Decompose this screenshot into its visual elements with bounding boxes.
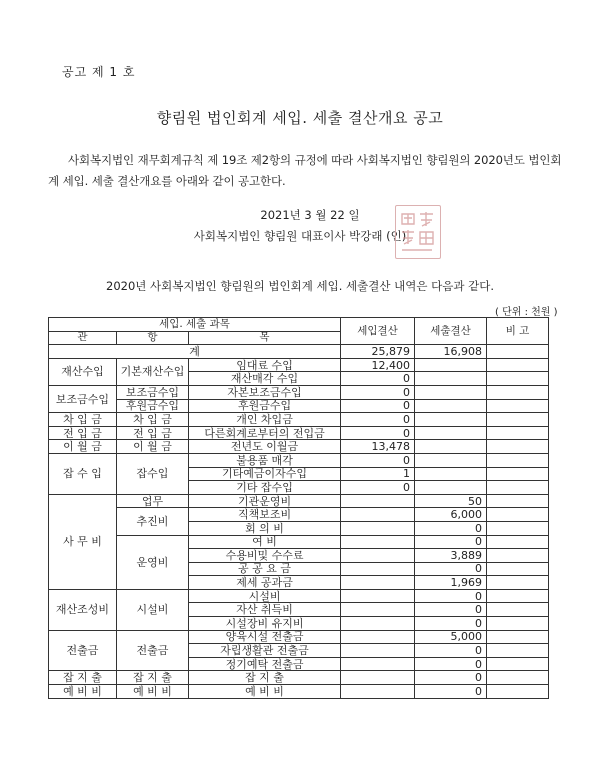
note-cell: [487, 617, 549, 631]
mok-cell: 수용비및 수수료: [189, 549, 341, 563]
expense-cell: 0: [415, 521, 487, 535]
table-row: [49, 671, 549, 685]
hang-cell: 전출금: [117, 630, 189, 671]
hang-cell: 추진비: [117, 508, 189, 535]
note-cell: [487, 630, 549, 644]
note-cell: [487, 589, 549, 603]
expense-cell: [415, 453, 487, 467]
table-row: [49, 494, 549, 508]
kwan-cell: 예 비 비: [49, 685, 117, 699]
mok-cell: 자산 취득비: [189, 603, 341, 617]
table-row: [49, 440, 549, 454]
expense-cell: 3,889: [415, 549, 487, 563]
mok-cell: 불용품 매각: [189, 453, 341, 467]
mok-cell: 정기예탁 전출금: [189, 657, 341, 671]
mok-cell: 임대료 수입: [189, 358, 341, 372]
kwan-cell: 보조금수입: [49, 385, 117, 412]
mok-cell: 시설비: [189, 589, 341, 603]
expense-cell: 0: [415, 603, 487, 617]
expense-cell: 0: [415, 685, 487, 699]
revenue-cell: [341, 644, 415, 658]
kwan-cell: 잡 지 출: [49, 671, 117, 685]
revenue-cell: [341, 685, 415, 699]
revenue-cell: 0: [341, 413, 415, 427]
header-expense: 세출결산: [415, 318, 487, 345]
mok-cell: 잡 지 출: [189, 671, 341, 685]
note-cell: [487, 385, 549, 399]
kwan-cell: 차 입 금: [49, 413, 117, 427]
expense-cell: [415, 481, 487, 495]
header-mok: 목: [189, 331, 341, 345]
expense-cell: 6,000: [415, 508, 487, 522]
hang-cell: 전 입 금: [117, 426, 189, 440]
intro-paragraph: 사회복지법인 재무회계규칙 제 19조 제2항의 규정에 따라 사회복지법인 향림원의 2020년도 법인회계 세입. 세출 결산개요를 아래와 같이 공고한다.: [48, 153, 562, 188]
mok-cell: 공 공 요 금: [189, 562, 341, 576]
table-row: [49, 685, 549, 699]
note-cell: [487, 426, 549, 440]
header-kwan: 관: [49, 331, 117, 345]
expense-cell: 0: [415, 671, 487, 685]
hang-cell: 시설비: [117, 589, 189, 630]
expense-cell: 0: [415, 644, 487, 658]
total-label: 계: [49, 345, 341, 359]
expense-cell: 5,000: [415, 630, 487, 644]
budget-table: [48, 317, 549, 699]
note-cell: [487, 494, 549, 508]
kwan-cell: 전 입 금: [49, 426, 117, 440]
hang-cell: 기본재산수입: [117, 358, 189, 385]
note-cell: [487, 685, 549, 699]
revenue-cell: 1: [341, 467, 415, 481]
header-revenue: 세입결산: [341, 318, 415, 345]
hang-cell: 이 월 금: [117, 440, 189, 454]
note-cell: [487, 345, 549, 359]
note-cell: [487, 440, 549, 454]
expense-cell: 0: [415, 562, 487, 576]
expense-cell: [415, 399, 487, 413]
table-row: [49, 426, 549, 440]
revenue-cell: [341, 494, 415, 508]
document-title: 향림원 법인회계 세입. 세출 결산개요 공고: [156, 109, 444, 127]
mok-cell: 재산매각 수입: [189, 372, 341, 386]
expense-cell: 0: [415, 589, 487, 603]
kwan-cell: 재산수입: [49, 358, 117, 385]
note-cell: [487, 644, 549, 658]
note-cell: [487, 603, 549, 617]
note-cell: [487, 657, 549, 671]
header-account-group: 세입. 세출 과목: [49, 318, 341, 332]
mok-cell: 제세 공과금: [189, 576, 341, 590]
note-cell: [487, 508, 549, 522]
mok-cell: 기타예금이자수입: [189, 467, 341, 481]
hang-cell: 운영비: [117, 535, 189, 589]
hang-cell: 보조금수입: [117, 385, 189, 399]
revenue-cell: [341, 535, 415, 549]
revenue-cell: 0: [341, 453, 415, 467]
kwan-cell: 전출금: [49, 630, 117, 671]
signer-line: 사회복지법인 향림원 대표이사 박강래 (인): [193, 229, 407, 243]
table-row: [49, 630, 549, 644]
table-row: [49, 413, 549, 427]
expense-cell: 0: [415, 535, 487, 549]
note-cell: [487, 535, 549, 549]
note-cell: [487, 671, 549, 685]
note-cell: [487, 549, 549, 563]
hang-cell: 차 입 금: [117, 413, 189, 427]
note-cell: [487, 576, 549, 590]
note-cell: [487, 521, 549, 535]
note-cell: [487, 453, 549, 467]
kwan-cell: 사 무 비: [49, 494, 117, 589]
expense-cell: [415, 440, 487, 454]
revenue-cell: [341, 549, 415, 563]
revenue-cell: 0: [341, 399, 415, 413]
mok-cell: 자립생활관 전출금: [189, 644, 341, 658]
expense-cell: [415, 426, 487, 440]
revenue-cell: [341, 576, 415, 590]
revenue-cell: 0: [341, 372, 415, 386]
expense-cell: 1,969: [415, 576, 487, 590]
kwan-cell: 재산조성비: [49, 589, 117, 630]
notice-number: 공고 제 1 호: [62, 65, 136, 79]
mok-cell: 후원금수입: [189, 399, 341, 413]
table-header-row: [49, 318, 549, 332]
revenue-cell: [341, 603, 415, 617]
header-note: 비 고: [487, 318, 549, 345]
note-cell: [487, 358, 549, 372]
header-hang: 항: [117, 331, 189, 345]
revenue-cell: 0: [341, 481, 415, 495]
total-expense: 16,908: [415, 345, 487, 359]
revenue-cell: [341, 617, 415, 631]
mok-cell: 여 비: [189, 535, 341, 549]
mok-cell: 개인 차입금: [189, 413, 341, 427]
mok-cell: 전년도 이월금: [189, 440, 341, 454]
official-seal-stamp: [395, 205, 441, 259]
table-subtitle: 2020년 사회복지법인 향림원의 법인회계 세입. 세출결산 내역은 다음과 같다.: [106, 279, 494, 293]
table-row: [49, 535, 549, 549]
table-row: [49, 508, 549, 522]
note-cell: [487, 481, 549, 495]
mok-cell: 자본보조금수입: [189, 385, 341, 399]
hang-cell: 잡수입: [117, 453, 189, 494]
mok-cell: 시설장비 유지비: [189, 617, 341, 631]
hang-cell: 후원금수입: [117, 399, 189, 413]
table-row: [49, 358, 549, 372]
expense-cell: 0: [415, 657, 487, 671]
mok-cell: 예 비 비: [189, 685, 341, 699]
seal-pattern: [396, 206, 440, 258]
total-revenue: 25,879: [341, 345, 415, 359]
mok-cell: 다른회계로부터의 전입금: [189, 426, 341, 440]
revenue-cell: [341, 589, 415, 603]
expense-cell: [415, 372, 487, 386]
expense-cell: [415, 358, 487, 372]
revenue-cell: [341, 657, 415, 671]
table-row: [49, 453, 549, 467]
unit-label: ( 단위 : 천원 ): [495, 307, 558, 318]
expense-cell: 50: [415, 494, 487, 508]
note-cell: [487, 413, 549, 427]
expense-cell: [415, 467, 487, 481]
total-row: [49, 345, 549, 359]
expense-cell: [415, 385, 487, 399]
revenue-cell: 12,400: [341, 358, 415, 372]
mok-cell: 직책보조비: [189, 508, 341, 522]
table-row: [49, 399, 549, 413]
revenue-cell: 13,478: [341, 440, 415, 454]
announcement-date: 2021년 3 월 22 일: [260, 208, 360, 222]
hang-cell: 업무: [117, 494, 189, 508]
expense-cell: [415, 413, 487, 427]
mok-cell: 회 의 비: [189, 521, 341, 535]
hang-cell: 예 비 비: [117, 685, 189, 699]
note-cell: [487, 399, 549, 413]
revenue-cell: 0: [341, 385, 415, 399]
revenue-cell: [341, 521, 415, 535]
revenue-cell: [341, 630, 415, 644]
mok-cell: 기관운영비: [189, 494, 341, 508]
revenue-cell: [341, 562, 415, 576]
revenue-cell: [341, 508, 415, 522]
table-row: [49, 385, 549, 399]
mok-cell: 양육시설 전출금: [189, 630, 341, 644]
note-cell: [487, 562, 549, 576]
mok-cell: 기타 잡수입: [189, 481, 341, 495]
revenue-cell: [341, 671, 415, 685]
kwan-cell: 잡 수 입: [49, 453, 117, 494]
expense-cell: 0: [415, 617, 487, 631]
note-cell: [487, 372, 549, 386]
note-cell: [487, 467, 549, 481]
kwan-cell: 이 월 금: [49, 440, 117, 454]
hang-cell: 잡 지 출: [117, 671, 189, 685]
table-row: [49, 589, 549, 603]
revenue-cell: 0: [341, 426, 415, 440]
